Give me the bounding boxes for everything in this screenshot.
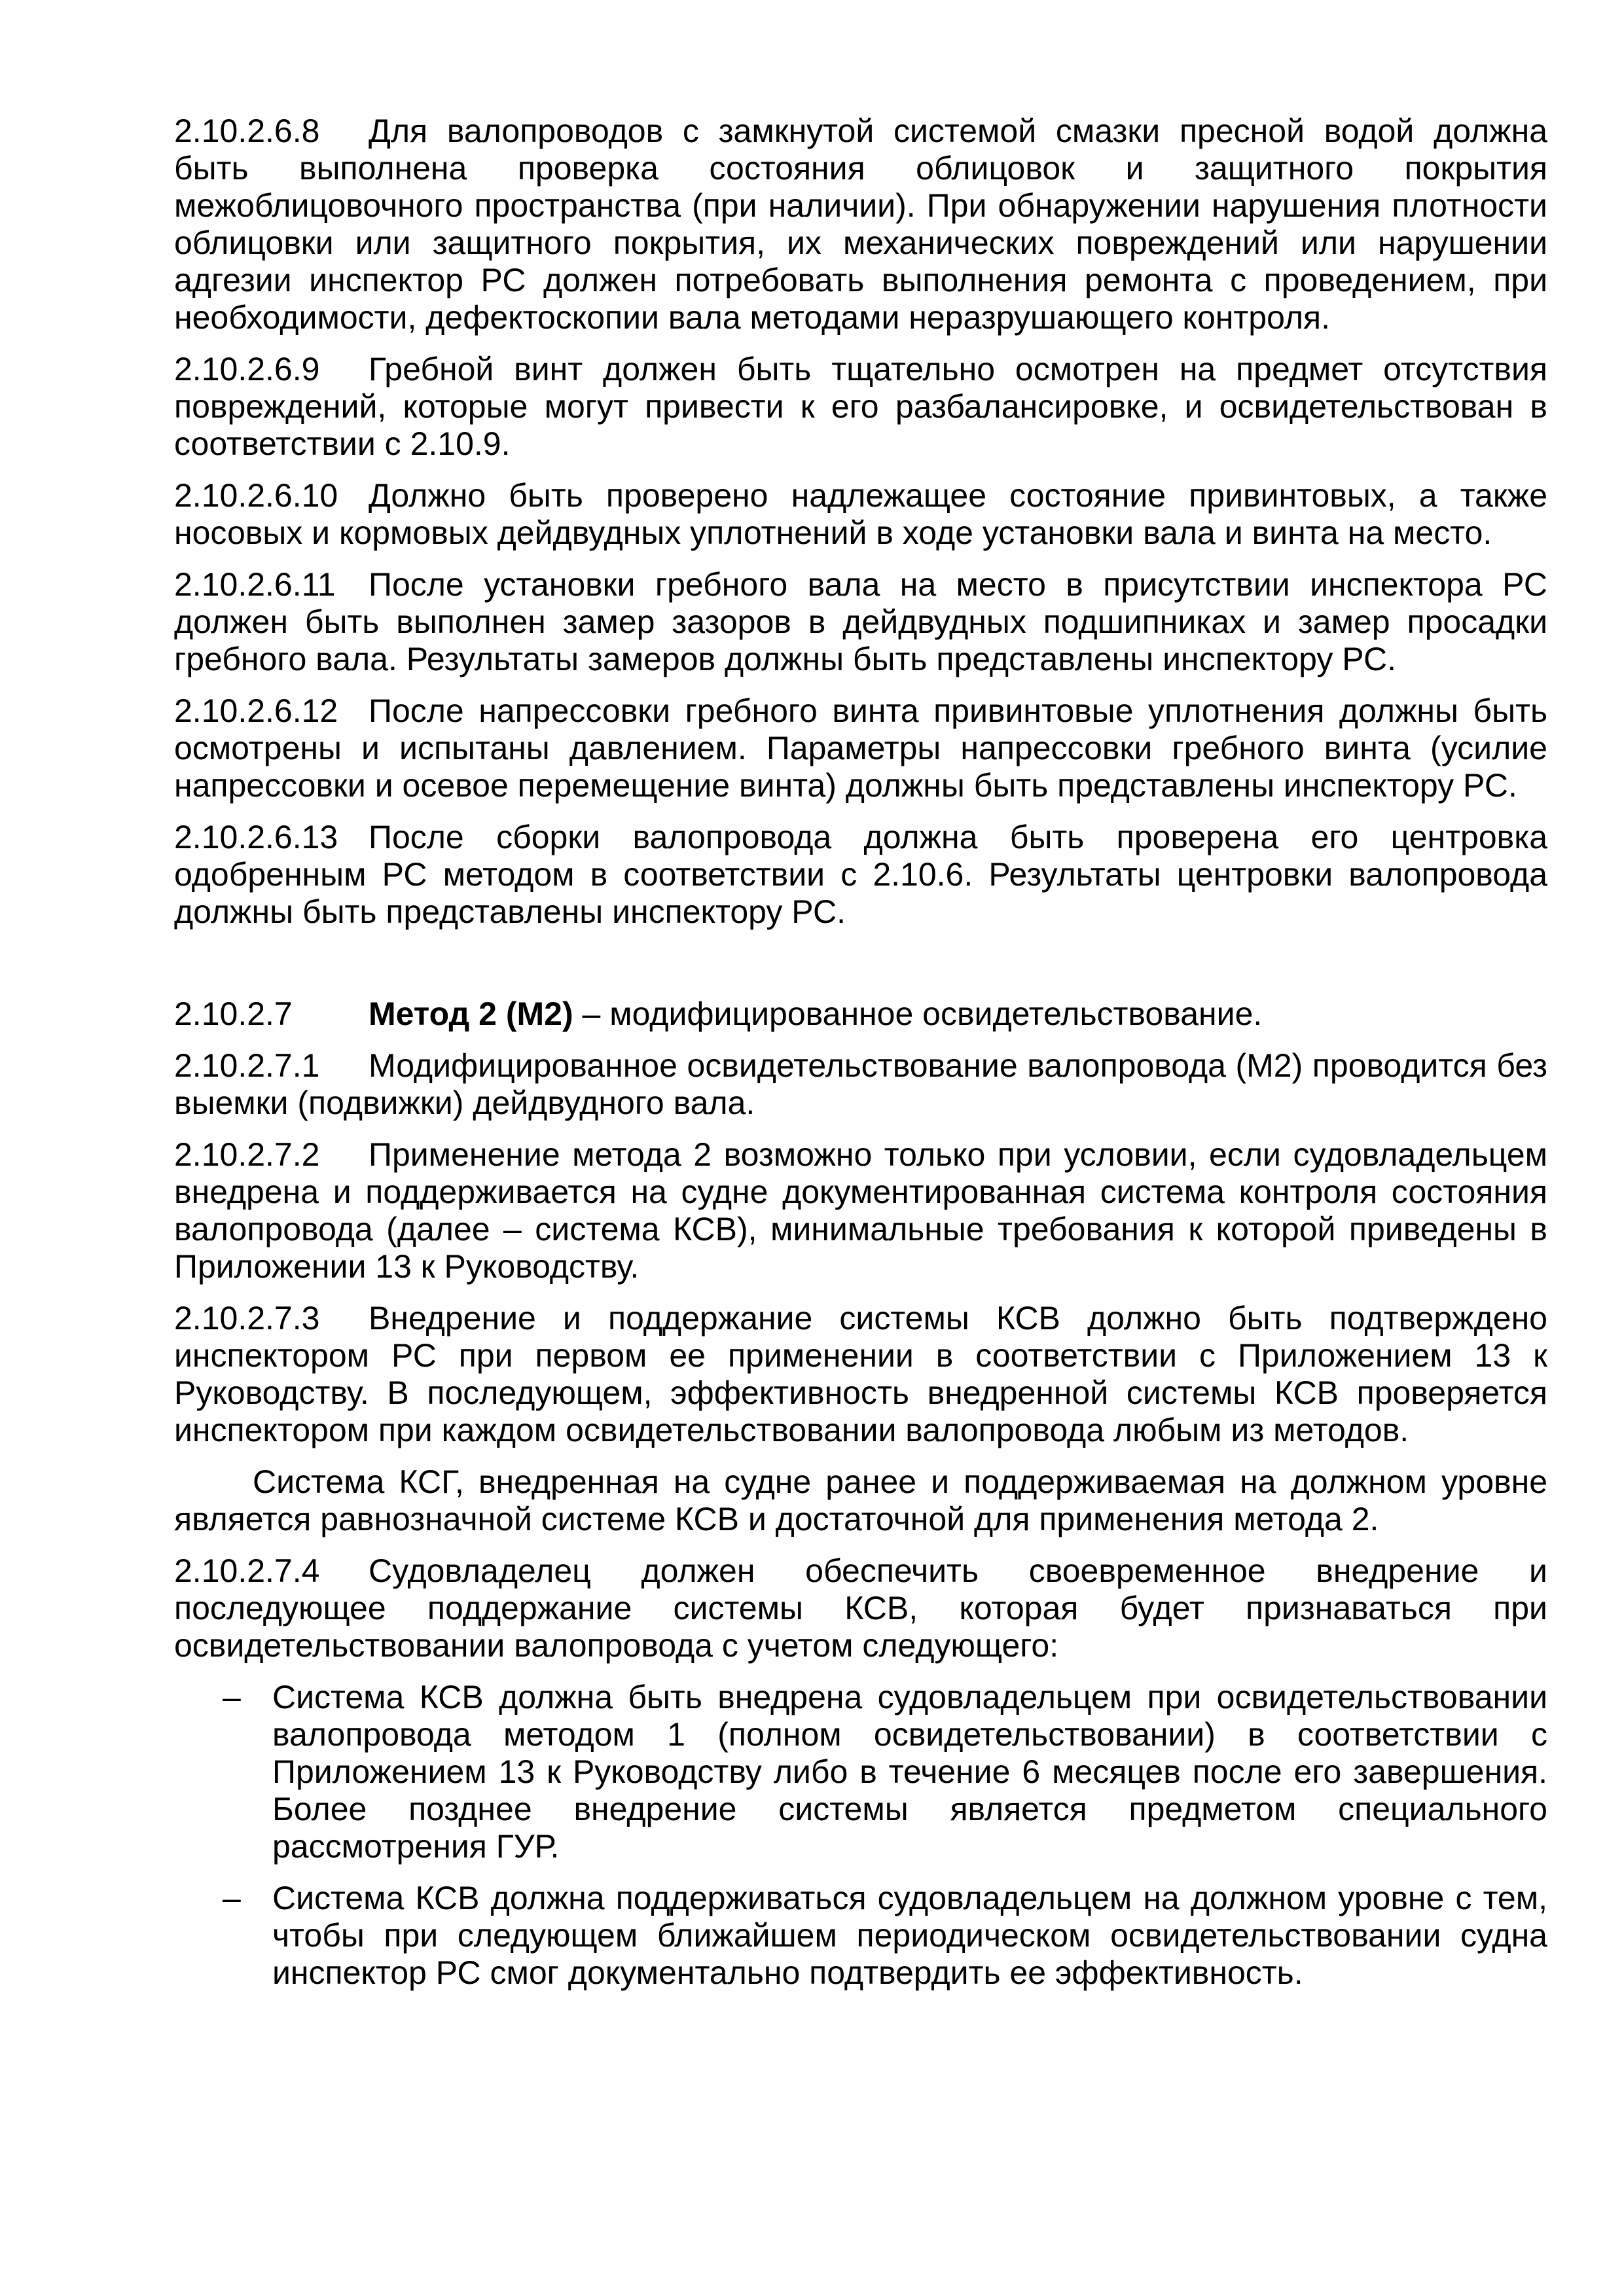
clause-text: После сборки валопровода должна быть проверена его центровка одобренным РС методом в соответствии с 2.10.6. Результаты центровки валопровода должны быть представлены инспектору РС. — [174, 819, 1547, 930]
dash-bullet: – — [223, 1880, 241, 1916]
clause-number: 2.10.2.6.9 — [174, 351, 320, 387]
clause-number: 2.10.2.6.12 — [174, 692, 338, 729]
paragraph-2-10-2-6-11 — [174, 566, 1547, 678]
method-title: Метод 2 (М2) — [369, 996, 573, 1032]
clause-text: Судовладелец должен обеспечить своевременное внедрение и последующее поддержание системы КСВ, которая будет признаваться при освидетельствовании валопровода с учетом следующего: — [174, 1552, 1547, 1664]
clause-text: Применение метода 2 возможно только при условии, если судовладельцем внедрена и поддерживается на судне документированная система контроля состояния валопровода (далее – система КСВ), минимальные требования к которой приведены в Приложении 13 к Руководству. — [174, 1136, 1547, 1285]
list-item-text: Система КСВ должна поддерживаться судовладельцем на должном уровне с тем, чтобы при следующем ближайшем периодическом освидетельствовании судна инспектор РС смог документально подтвердить ее эффективность. — [272, 1880, 1547, 1991]
clause-number: 2.10.2.6.10 — [174, 477, 338, 514]
clause-number: 2.10.2.7.4 — [174, 1552, 320, 1589]
paragraph-2-10-2-7-heading — [174, 996, 1547, 1033]
paragraph-2-10-2-6-8 — [174, 113, 1547, 336]
clause-number: 2.10.2.6.8 — [174, 113, 320, 149]
paragraph-2-10-2-7-3 — [174, 1300, 1547, 1449]
paragraph-2-10-2-6-10 — [174, 477, 1547, 552]
paragraph-ksg-system: Система КСГ, внедренная на судне ранее и поддерживаемая на должном уровне является равнозначной системе КСВ и достаточной для применения метода 2. — [174, 1463, 1547, 1537]
clause-number: 2.10.2.7.2 — [174, 1136, 320, 1173]
paragraph-2-10-2-6-13 — [174, 819, 1547, 931]
dash-bullet: – — [223, 1679, 241, 1715]
clause-text: После напрессовки гребного винта привинтовые уплотнения должны быть осмотрены и испытаны давлением. Параметры напрессовки гребного винта (усилие напрессовки и осевое перемещение винта) должны быть представлены инспектору РС. — [174, 692, 1547, 804]
clause-text: Должно быть проверено надлежащее состояние привинтовых, а также носовых и кормовых дейдвудных уплотнений в ходе установки вала и винта на место. — [174, 477, 1547, 551]
paragraph-2-10-2-7-2 — [174, 1136, 1547, 1285]
list-item — [174, 1679, 1547, 1865]
clause-text: Модифицированное освидетельствование валопровода (М2) проводится без выемки (подвижки) дейдвудного вала. — [174, 1047, 1547, 1121]
requirements-list — [174, 1679, 1547, 1992]
section-spacer — [174, 945, 1547, 996]
clause-number: 2.10.2.7.3 — [174, 1300, 320, 1336]
list-item-text: Система КСВ должна быть внедрена судовладельцем при освидетельствовании валопровода методом 1 (полном освидетельствовании) в соответствии с Приложением 13 к Руководству либо в течение 6 месяцев после его завершения. Более позднее внедрение системы является предметом специального рассмотрения ГУР. — [272, 1679, 1547, 1865]
clause-text: Для валопроводов с замкнутой системой смазки пресной водой должна быть выполнена проверка состояния облицовок и защитного покрытия межоблицовочного пространства (при наличии). При обнаружении нарушения плотности облицовки или защитного покрытия, их механических повреждений или нарушении адгезии инспектор РС должен потребовать выполнения ремонта с проведением, при необходимости, дефектоскопии вала методами неразрушающего контроля. — [174, 113, 1547, 336]
clause-text: – модифицированное освидетельствование. — [573, 996, 1263, 1032]
paragraph-2-10-2-6-12 — [174, 692, 1547, 804]
document-page — [174, 113, 1547, 2006]
clause-text: Гребной винт должен быть тщательно осмотрен на предмет отсутствия повреждений, которые могут привести к его разбалансировке, и освидетельствован в соответствии с 2.10.9. — [174, 351, 1547, 462]
paragraph-2-10-2-7-4 — [174, 1552, 1547, 1664]
clause-number: 2.10.2.6.11 — [174, 566, 336, 603]
clause-number: 2.10.2.7 — [174, 996, 293, 1032]
clause-number: 2.10.2.7.1 — [174, 1047, 320, 1084]
clause-number: 2.10.2.6.13 — [174, 819, 338, 855]
clause-text: Внедрение и поддержание системы КСВ должно быть подтверждено инспектором РС при первом ее применении в соответствии с Приложением 13 к Руководству. В последующем, эффективность внедренной системы КСВ проверяется инспектором при каждом освидетельствовании валопровода любым из методов. — [174, 1300, 1547, 1448]
paragraph-2-10-2-6-9 — [174, 351, 1547, 463]
paragraph-2-10-2-7-1 — [174, 1047, 1547, 1122]
list-item — [174, 1880, 1547, 1992]
clause-text: После установки гребного вала на место в присутствии инспектора РС должен быть выполнен замер зазоров в дейдвудных подшипниках и замер просадки гребного вала. Результаты замеров должны быть представлены инспектору РС. — [174, 566, 1547, 677]
